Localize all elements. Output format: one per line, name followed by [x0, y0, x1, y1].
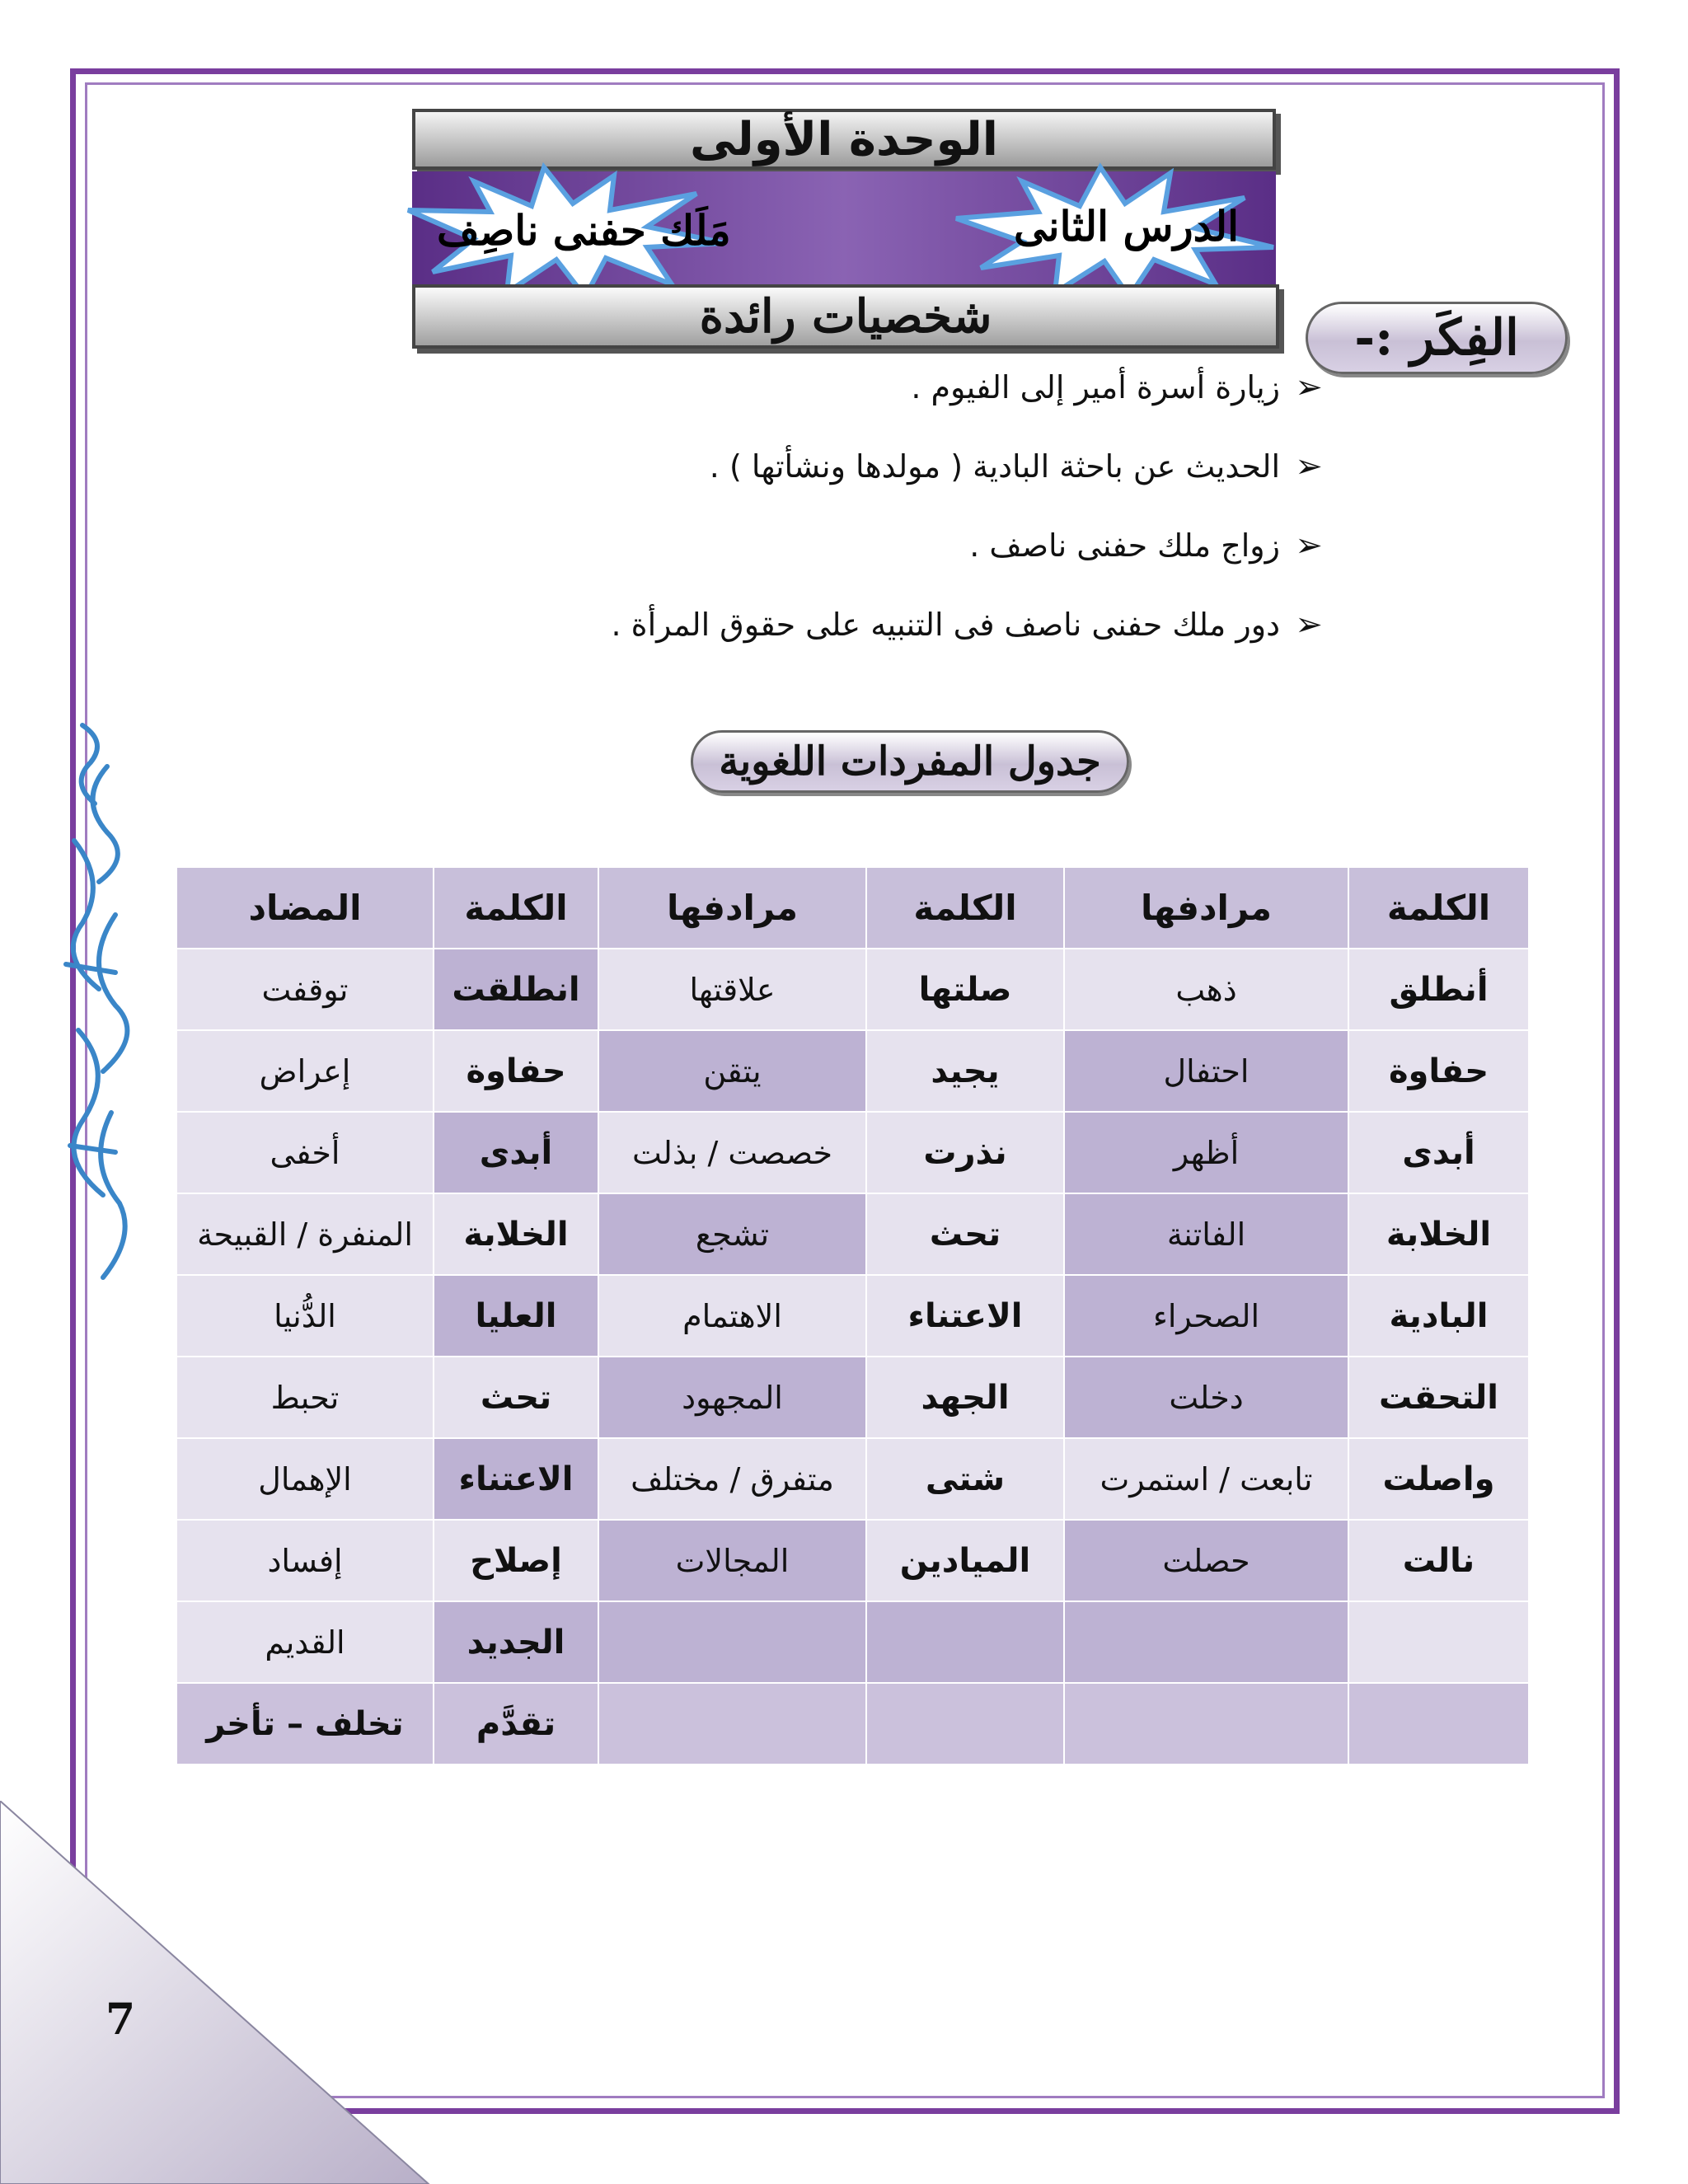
table-cell: توقفت [176, 949, 434, 1030]
table-cell: أنطلق [1348, 949, 1528, 1030]
lesson-label: الدرس الثانى [1014, 202, 1239, 251]
signature-image [49, 717, 148, 1294]
table-cell: الخلابة [1348, 1193, 1528, 1275]
table-header-row [176, 868, 1528, 949]
table-cell: علاقتها [598, 949, 866, 1030]
table-cell [1348, 1683, 1528, 1765]
arrow-bullet-icon: ➢ [1295, 527, 1323, 565]
lesson-title: شخصيات رائدة [699, 289, 992, 344]
table-cell: أخفى [176, 1112, 434, 1193]
table-cell: أبدى [434, 1112, 598, 1193]
lesson-title-bar [412, 284, 1279, 349]
column-header: مرادفها [1064, 868, 1348, 949]
table-cell: البادية [1348, 1275, 1528, 1357]
table-cell: تحث [866, 1193, 1064, 1275]
idea-text: زواج ملك حفنى ناصف . [969, 527, 1280, 564]
table-cell: المنفرة / القبيحة [176, 1193, 434, 1275]
arrow-bullet-icon: ➢ [1295, 368, 1323, 406]
unit-title: الوحدة الأولى [690, 112, 998, 166]
table-cell: احتفال [1064, 1030, 1348, 1112]
table-cell: تخلف – تأخر [176, 1683, 434, 1765]
table-cell: الاعتناء [866, 1275, 1064, 1357]
table-cell: نذرت [866, 1112, 1064, 1193]
table-cell: إعراض [176, 1030, 434, 1112]
table-cell: الفاتنة [1064, 1193, 1348, 1275]
vocabulary-table [176, 868, 1528, 1765]
table-cell [598, 1683, 866, 1765]
list-item [390, 600, 1338, 679]
table-cell: حصلت [1064, 1520, 1348, 1601]
table-cell [866, 1601, 1064, 1683]
table-cell: تحث [434, 1357, 598, 1438]
column-header: الكلمة [866, 868, 1064, 949]
idea-text: الحديث عن باحثة البادية ( مولدها ونشأتها ) . [709, 448, 1280, 485]
table-row [176, 1193, 1528, 1275]
table-cell: صلتها [866, 949, 1064, 1030]
table-cell: أبدى [1348, 1112, 1528, 1193]
table-cell: تابعت / استمرت [1064, 1438, 1348, 1520]
idea-text: زيارة أسرة أمير إلى الفيوم . [911, 369, 1280, 405]
table-cell: الاهتمام [598, 1275, 866, 1357]
table-cell: متفرق / مختلف [598, 1438, 866, 1520]
vocabulary-heading [691, 730, 1129, 793]
table-cell [866, 1683, 1064, 1765]
list-item [390, 521, 1338, 600]
table-cell: القديم [176, 1601, 434, 1683]
table-cell: الخلابة [434, 1193, 598, 1275]
table-row [176, 1601, 1528, 1683]
table-cell: أظهر [1064, 1112, 1348, 1193]
corner-triangle [0, 1801, 445, 2184]
ideas-heading [1306, 302, 1568, 374]
table-cell: الميادين [866, 1520, 1064, 1601]
table-row [176, 949, 1528, 1030]
table-cell: العليا [434, 1275, 598, 1357]
idea-text: دور ملك حفنى ناصف فى التنبيه على حقوق المرأة . [611, 607, 1280, 643]
table-cell: إفساد [176, 1520, 434, 1601]
table-row [176, 1030, 1528, 1112]
table-cell: التحقت [1348, 1357, 1528, 1438]
table-cell: تحبط [176, 1357, 434, 1438]
table-cell: دخلت [1064, 1357, 1348, 1438]
table-cell: تقدَّم [434, 1683, 598, 1765]
list-item [390, 442, 1338, 521]
table-cell: تشجع [598, 1193, 866, 1275]
table-row [176, 1438, 1528, 1520]
table-cell: ذهب [1064, 949, 1348, 1030]
table-cell: يتقن [598, 1030, 866, 1112]
table-row [176, 1357, 1528, 1438]
table-cell: شتى [866, 1438, 1064, 1520]
table-cell: إصلاح [434, 1520, 598, 1601]
table-cell: الاعتناء [434, 1438, 598, 1520]
table-cell [1348, 1601, 1528, 1683]
person-name: مَلَك حفنى ناصِف [437, 206, 731, 255]
table-cell: الجهد [866, 1357, 1064, 1438]
page-number: 7 [106, 1994, 136, 2045]
ideas-list [390, 363, 1338, 679]
table-cell: الجديد [434, 1601, 598, 1683]
table-cell: حفاوة [1348, 1030, 1528, 1112]
column-header: الكلمة [1348, 868, 1528, 949]
table-cell: الدُّنيا [176, 1275, 434, 1357]
table-row [176, 1520, 1528, 1601]
table-cell [1064, 1683, 1348, 1765]
arrow-bullet-icon: ➢ [1295, 448, 1323, 485]
table-cell: نالت [1348, 1520, 1528, 1601]
table-cell: خصصت / بذلت [598, 1112, 866, 1193]
table-cell: الإهمال [176, 1438, 434, 1520]
table-cell: يجيد [866, 1030, 1064, 1112]
list-item [390, 363, 1338, 442]
table-cell: واصلت [1348, 1438, 1528, 1520]
table-cell: المجالات [598, 1520, 866, 1601]
table-cell [1064, 1601, 1348, 1683]
table-row [176, 1683, 1528, 1765]
column-header: الكلمة [434, 868, 598, 949]
vocabulary-heading-text: جدول المفردات اللغوية [719, 738, 1101, 785]
column-header: مرادفها [598, 868, 866, 949]
table-row [176, 1112, 1528, 1193]
column-header: المضاد [176, 868, 434, 949]
arrow-bullet-icon: ➢ [1295, 606, 1323, 644]
table-cell: الصحراء [1064, 1275, 1348, 1357]
ideas-heading-text: الفِكَر :- [1354, 309, 1519, 367]
table-cell [598, 1601, 866, 1683]
table-cell: المجهود [598, 1357, 866, 1438]
table-row [176, 1275, 1528, 1357]
table-cell: حفاوة [434, 1030, 598, 1112]
table-cell: انطلقت [434, 949, 598, 1030]
